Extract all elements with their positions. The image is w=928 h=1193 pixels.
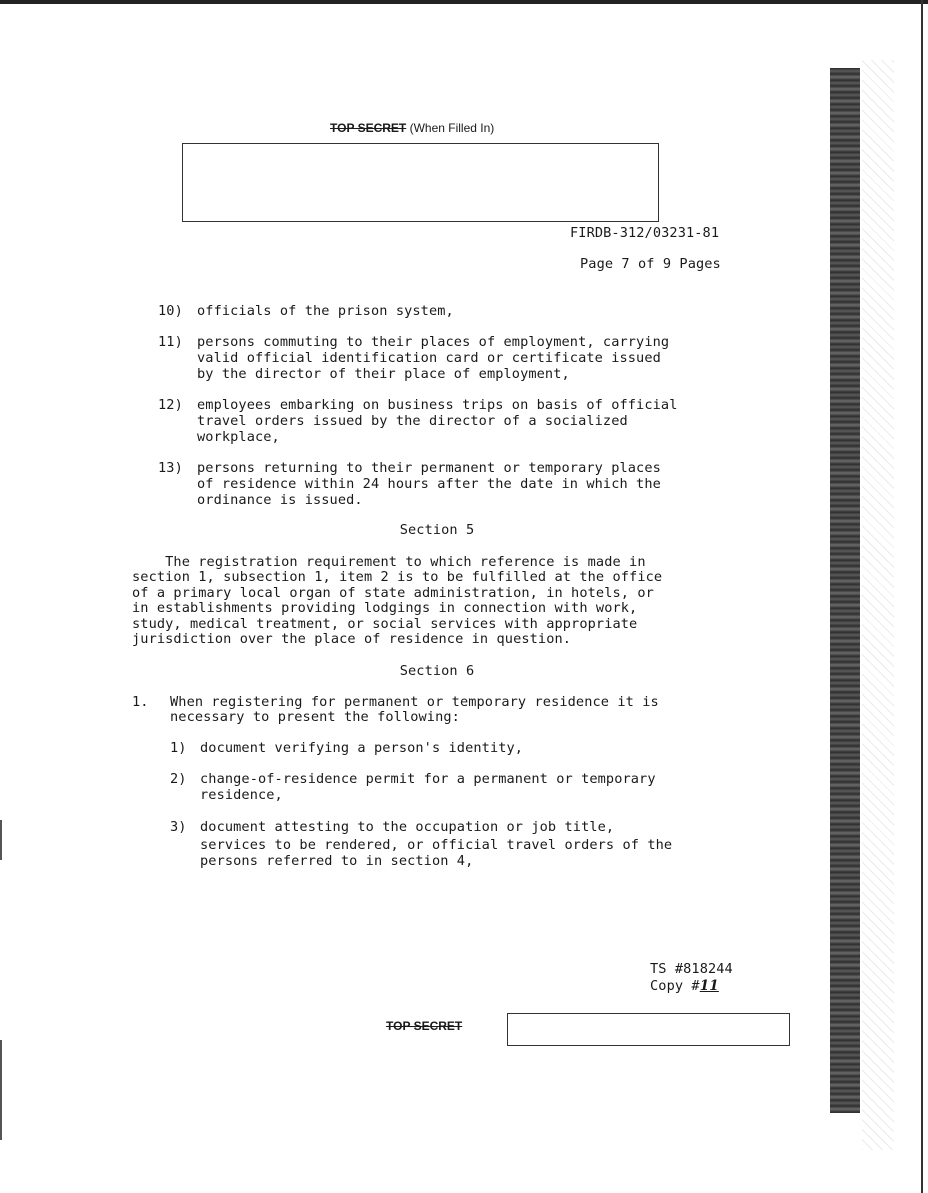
classification-struck: TOP SECRET [386,1019,463,1033]
list-item-line: residence, [200,787,283,803]
footer-blank-box [507,1013,790,1046]
classification-struck: TOP SECRET [330,121,407,135]
list-item-number: 1) [170,740,187,756]
list-item-line: travel orders issued by the director of a socialized [197,413,628,429]
paragraph-line: in establishments providing lodgings in connection with work, [132,600,638,616]
list-item-line: persons commuting to their places of employment, carrying [197,334,670,350]
list-item-number: 11) [158,334,183,350]
list-item-number: 3) [170,819,187,835]
list-item-line: document verifying a person's identity, [200,740,524,756]
list-item-line: workplace, [197,429,280,445]
list-item-line: change-of-residence permit for a permanent or temporary [200,771,656,787]
footer-classification [386,1019,462,1033]
list-item-line: persons returning to their permanent or temporary places [197,460,661,476]
list-item-line: services to be rendered, or official travel orders of the [200,837,673,853]
page-number: Page 7 of 9 Pages [580,256,721,272]
scan-top-edge [0,0,928,4]
copy-label: Copy # [650,978,700,994]
list-item-line: employees embarking on business trips on basis of official [197,397,678,413]
copy-number: 11 [699,978,719,994]
list-item-line: persons referred to in section 4, [200,853,474,869]
list-item-number: 10) [158,303,183,319]
list-item-line: by the director of their place of employment, [197,366,570,382]
paragraph-line: section 1, subsection 1, item 2 is to be fulfilled at the office [132,569,663,585]
scan-right-edge [921,0,923,1193]
scan-left-mark [0,1040,2,1140]
header-classification [330,121,494,135]
paragraph-line: study, medical treatment, or social services with appropriate [132,616,638,632]
list-item-line: ordinance is issued. [197,492,363,508]
list-item-line: valid official identification card or certificate issued [197,350,661,366]
list-item-line: of residence within 24 hours after the date in which the [197,476,661,492]
list-item-line: officials of the prison system, [197,303,454,319]
section-6-heading: Section 6 [399,663,475,679]
scan-speckle [862,60,894,1150]
paragraph-line: of a primary local organ of state administration, in hotels, or [132,585,654,601]
list-item-number: 12) [158,397,183,413]
scan-left-mark [0,820,2,860]
ts-number: TS #818244 [650,961,733,977]
scan-margin-bar [830,68,860,1113]
document-id: FIRDB-312/03231-81 [570,225,720,241]
paragraph-line: jurisdiction over the place of residence in question. [132,631,572,647]
list-item-line: necessary to present the following: [170,709,460,725]
list-item-number: 2) [170,771,187,787]
list-item-number: 13) [158,460,183,476]
list-item-line: When registering for permanent or temporary residence it is [170,694,659,710]
copy-line [650,979,719,995]
header-blank-box [182,143,659,222]
list-item-number: 1. [132,694,149,710]
list-item-line: document attesting to the occupation or job title, [200,819,615,835]
paragraph-line: The registration requirement to which reference is made in [132,554,646,570]
section-5-heading: Section 5 [399,522,475,538]
classification-note: (When Filled In) [409,121,495,135]
